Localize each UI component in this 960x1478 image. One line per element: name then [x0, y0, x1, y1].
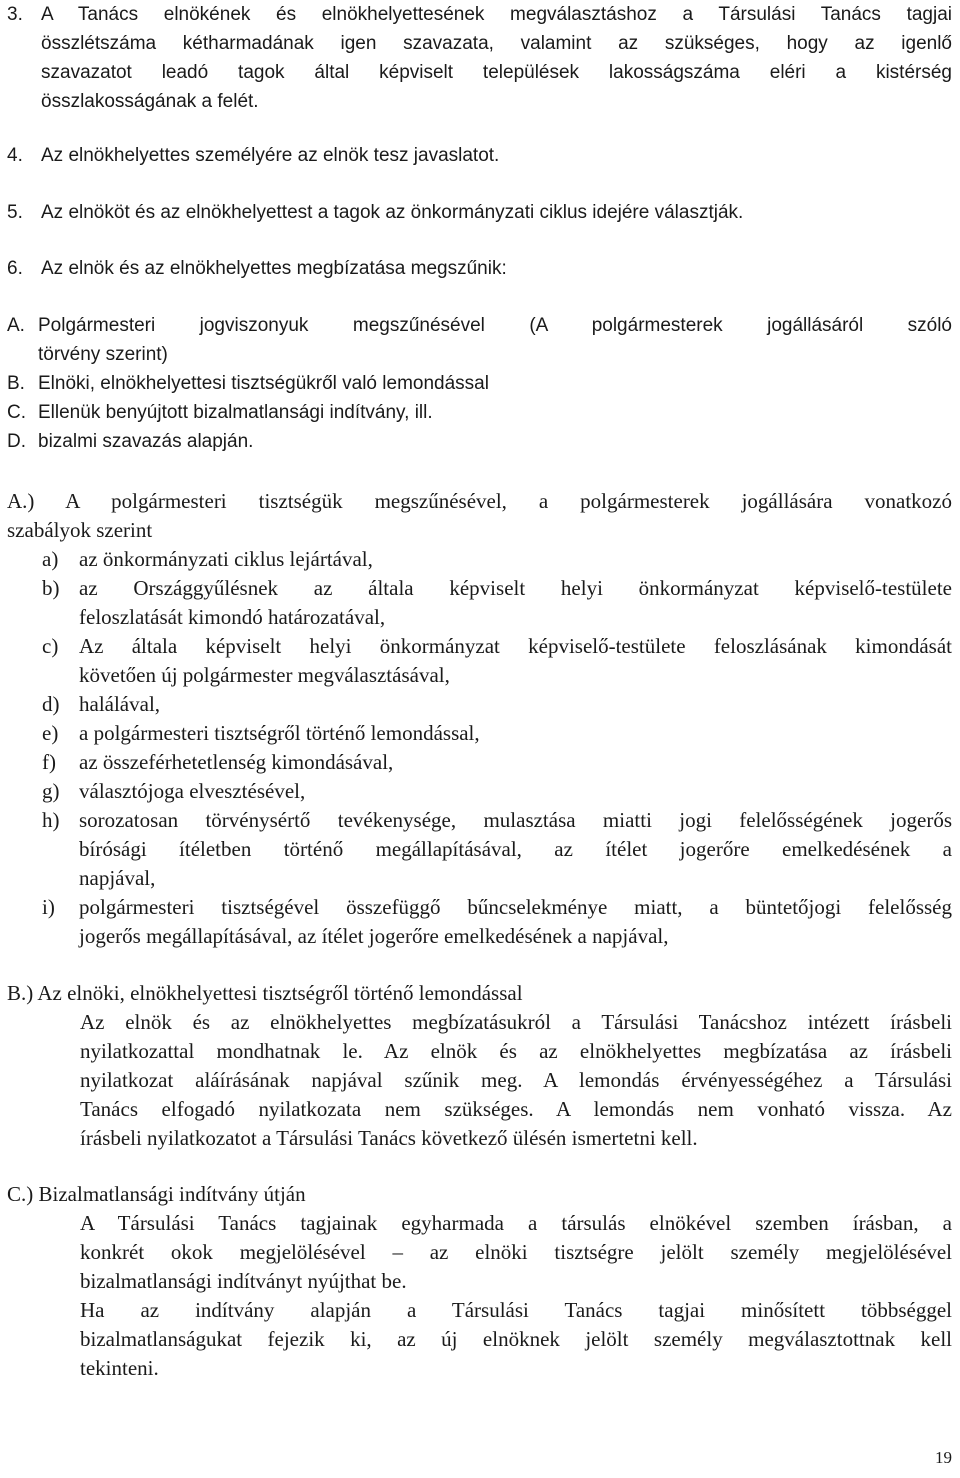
- list-item: [7, 806, 952, 835]
- list-item-text: Ellenük benyújtott bizalmatlansági indítvány, ill.: [38, 402, 433, 423]
- list-item-text: sorozatosan törvénysértő tevékenysége, mulasztása miatti jogi felelősségének jogerős: [79, 808, 952, 832]
- list-item-label: a): [42, 547, 59, 571]
- list-item-continuation: [7, 864, 952, 893]
- list-item: [7, 632, 952, 661]
- list-item-label: B.: [7, 373, 25, 394]
- list-item-continuation: [7, 922, 952, 951]
- list-item-label: i): [42, 895, 55, 919]
- list-item-text: feloszlatását kimondó határozatával,: [79, 605, 386, 629]
- list-item: [7, 719, 952, 748]
- list-item: [7, 893, 952, 922]
- item-3-line: összlétszáma kétharmadának igen szavazata, valamint az szükséges, hogy az igenlő: [41, 33, 952, 54]
- list-item-label: b): [42, 576, 60, 600]
- section-a-line: szabályok szerint: [7, 518, 153, 542]
- section-a-line: A.) A polgármesteri tisztségük megszűnésével, a polgármesterek jogállására vonatkozó: [7, 489, 952, 513]
- list-item-label: g): [42, 779, 60, 803]
- list-item: [7, 777, 952, 806]
- section-c-line: konkrét okok megjelölésével – az elnöki tisztségre jelölt személy megjelölésével: [80, 1240, 952, 1264]
- item-3-body: [41, 0, 952, 116]
- list-item: [7, 748, 952, 777]
- section-c-line: bizalmatlansági indítványt nyújthat be.: [80, 1269, 407, 1293]
- list-item-text: az összeférhetetlenség kimondásával,: [79, 750, 394, 774]
- termination-list: [7, 311, 952, 456]
- section-c-line: A Társulási Tanács tagjainak egyharmada a társulás elnökével szemben írásban, a: [80, 1211, 952, 1235]
- item-3-line: összlakosságának a felét.: [41, 91, 259, 112]
- list-item-label: d): [42, 692, 60, 716]
- list-item-label: C.: [7, 402, 26, 423]
- list-item-text: az önkormányzati ciklus lejártával,: [79, 547, 373, 571]
- list-item-continuation: [7, 835, 952, 864]
- section-b-paragraph: [80, 1008, 952, 1153]
- list-item-text: Polgármesteri jogviszonyuk megszűnésével (A polgármesterek jogállásáról szóló: [38, 315, 952, 336]
- list-item-text: jogerős megállapításával, az ítélet jogerőre emelkedésének a napjával,: [79, 924, 669, 948]
- list-item-label: e): [42, 721, 59, 745]
- section-c-line: Ha az indítvány alapján a Társulási Tanács tagjai minősített többséggel: [80, 1298, 952, 1322]
- list-item-text: polgármesteri tisztségével összefüggő bűncselekménye miatt, a büntetőjogi felelősség: [79, 895, 952, 919]
- section-b-line: írásbeli nyilatkozatot a Társulási Tanács következő ülésén ismertetni kell.: [80, 1126, 698, 1150]
- list-item: [7, 427, 952, 456]
- list-item-text: halálával,: [79, 692, 161, 716]
- list-item-label: h): [42, 808, 60, 832]
- list-item: [7, 690, 952, 719]
- list-item-continuation: [7, 661, 952, 690]
- section-b-heading-text: B.) Az elnöki, elnökhelyettesi tisztségről történő lemondással: [7, 981, 523, 1005]
- list-item-text: bírósági ítéletben történő megállapításával, az ítélet jogerőre emelkedésének a: [79, 837, 952, 861]
- list-item-continuation: [7, 603, 952, 632]
- item-6-text: Az elnök és az elnökhelyettes megbízatása megszűnik:: [41, 258, 507, 279]
- list-item-text: a polgármesteri tisztségről történő lemondással,: [79, 721, 480, 745]
- list-item-label: f): [42, 750, 56, 774]
- list-item-text: bizalmi szavazás alapján.: [38, 431, 254, 452]
- list-item: [7, 545, 952, 574]
- list-item-label: D.: [7, 431, 26, 452]
- section-a-list: [7, 545, 952, 951]
- list-item-text: követően új polgármester megválasztásával,: [79, 663, 450, 687]
- page-number: 19: [935, 1448, 952, 1467]
- list-item-continuation: [7, 340, 952, 369]
- list-item-text: napjával,: [79, 866, 156, 890]
- list-item-text: Az általa képviselt helyi önkormányzat képviselő-testülete feloszlásának kimondását: [79, 634, 952, 658]
- item-5-text: Az elnököt és az elnökhelyettest a tagok az önkormányzati ciklus idejére választják.: [41, 202, 744, 223]
- list-item-label: c): [42, 634, 59, 658]
- list-item-text: választójoga elvesztésével,: [79, 779, 306, 803]
- section-b-heading: [7, 979, 952, 1008]
- item-6-number: 6.: [7, 258, 23, 279]
- item-4-text: Az elnökhelyettes személyére az elnök tesz javaslatot.: [41, 145, 500, 166]
- section-b-line: nyilatkozat aláírásának napjával szűnik meg. A lemondás érvényességéhez a Társulási: [80, 1068, 952, 1092]
- section-c-heading: [7, 1180, 952, 1209]
- section-c-heading-text: C.) Bizalmatlansági indítvány útján: [7, 1182, 306, 1206]
- section-b-line: Tanács elfogadó nyilatkozata nem szükséges. A lemondás nem vonható vissza. Az: [80, 1097, 952, 1121]
- section-a-intro: [7, 487, 952, 545]
- section-b-line: Az elnök és az elnökhelyettes megbízatásukról a Társulási Tanácshoz intézett írásbeli: [80, 1010, 952, 1034]
- list-item-text: törvény szerint): [38, 344, 168, 365]
- list-item: [7, 398, 952, 427]
- item-4-number: 4.: [7, 145, 23, 166]
- list-item: [7, 574, 952, 603]
- section-c-paragraph-1: [80, 1209, 952, 1296]
- item-3-line: szavazatot leadó tagok által képviselt települések lakosságszáma eléri a kistérség: [41, 62, 952, 83]
- list-item: [7, 369, 952, 398]
- list-item-text: az Országgyűlésnek az általa képviselt helyi önkormányzat képviselő-testülete: [79, 576, 952, 600]
- list-item-label: A.: [7, 315, 25, 336]
- section-c-line: tekinteni.: [80, 1356, 159, 1380]
- section-c-paragraph-2: [80, 1296, 952, 1383]
- item-3-line: A Tanács elnökének és elnökhelyettesének megválasztáshoz a Társulási Tanács tagjai: [41, 4, 952, 25]
- section-b-line: nyilatkozattal mondhatnak le. Az elnök és az elnökhelyettes megbízatása az írásbeli: [80, 1039, 952, 1063]
- list-item-text: Elnöki, elnökhelyettesi tisztségükről való lemondással: [38, 373, 489, 394]
- item-5-number: 5.: [7, 202, 23, 223]
- section-c-line: bizalmatlanságukat fejezik ki, az új elnöknek jelölt személy megválasztottnak kell: [80, 1327, 952, 1351]
- list-item: [7, 311, 952, 340]
- item-3-number: 3.: [7, 4, 23, 25]
